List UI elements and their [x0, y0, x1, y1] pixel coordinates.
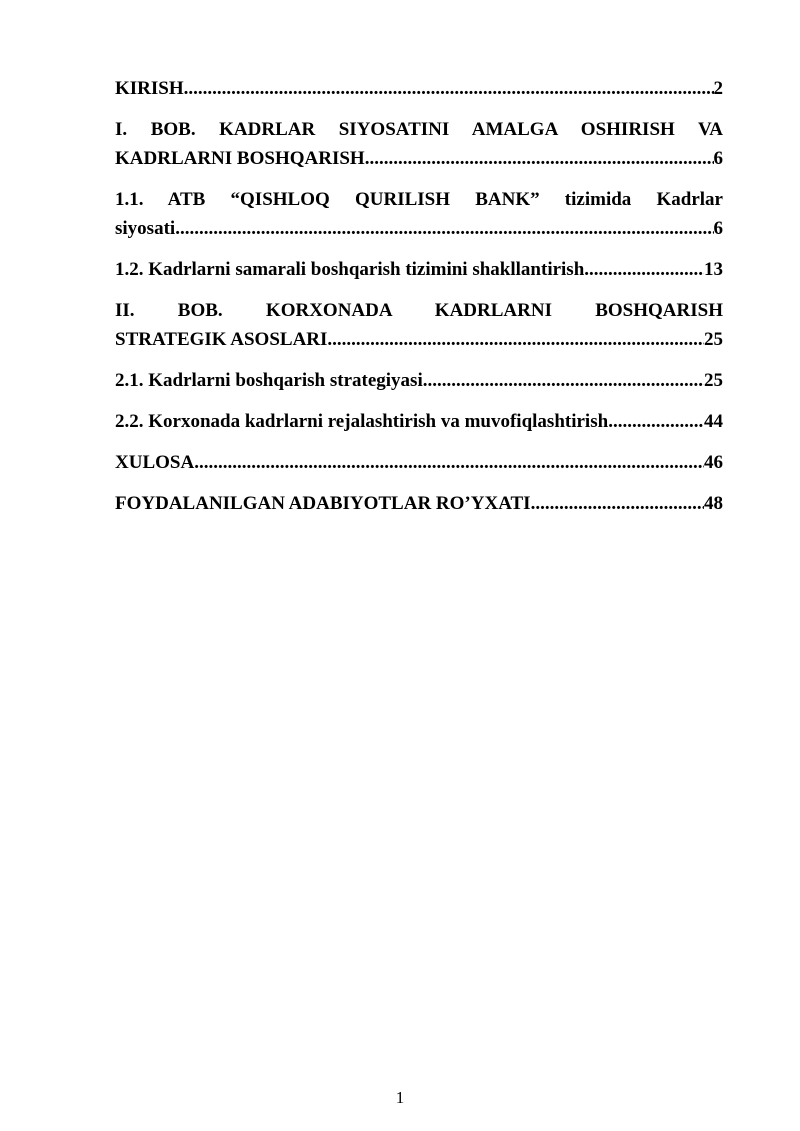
toc-entry-label: STRATEGIK ASOSLARI	[115, 329, 328, 350]
page-number: 1	[395, 1088, 405, 1107]
toc-entry-1-2[interactable]	[115, 255, 723, 284]
toc-entry-label: XULOSA	[115, 452, 195, 473]
toc-entry-page: 13	[704, 259, 723, 280]
table-of-contents	[115, 74, 723, 530]
toc-entry-bob1[interactable]	[115, 115, 723, 173]
toc-entry-kirish[interactable]	[115, 74, 723, 103]
toc-entry-page: 6	[713, 148, 723, 169]
toc-entry-page: 2	[713, 78, 723, 99]
toc-entry-label: 2.1. Kadrlarni boshqarish strategiyasi	[115, 370, 423, 391]
toc-entry-label: KADRLARNI BOSHQARISH	[115, 148, 365, 169]
toc-entry-page: 6	[713, 218, 723, 239]
dot-leader	[175, 214, 713, 243]
toc-entry-xulosa[interactable]	[115, 448, 723, 477]
toc-entry-label: 1.2. Kadrlarni samarali boshqarish tizimini shakllantirish	[115, 259, 585, 280]
toc-entry-title-line: 1.1. ATB “QISHLOQ QURILISH BANK” tizimida Kadrlar	[115, 189, 723, 210]
toc-entry-page: 25	[704, 329, 723, 350]
dot-leader	[608, 407, 704, 436]
toc-entry-2-2[interactable]	[115, 407, 723, 436]
toc-entry-1-1[interactable]	[115, 185, 723, 243]
toc-entry-page: 44	[704, 411, 723, 432]
toc-entry-adabiyotlar[interactable]	[115, 489, 723, 518]
dot-leader	[584, 255, 704, 284]
toc-entry-label: FOYDALANILGAN ADABIYOTLAR RO’YXATI	[115, 493, 531, 514]
dot-leader	[365, 144, 714, 173]
dot-leader	[327, 325, 704, 354]
toc-entry-title-line: I. BOB. KADRLAR SIYOSATINI AMALGA OSHIRISH VA	[115, 119, 723, 140]
toc-entry-2-1[interactable]	[115, 366, 723, 395]
toc-entry-label: 2.2. Korxonada kadrlarni rejalashtirish va muvofiqlashtirish	[115, 411, 609, 432]
toc-entry-bob2[interactable]	[115, 296, 723, 354]
toc-entry-page: 46	[704, 452, 723, 473]
dot-leader	[423, 366, 704, 395]
dot-leader	[531, 489, 704, 518]
toc-entry-label: siyosati	[115, 218, 176, 239]
toc-entry-page: 48	[704, 493, 723, 514]
toc-entry-label: KIRISH	[115, 78, 184, 99]
toc-entry-page: 25	[704, 370, 723, 391]
toc-entry-title-line: II. BOB. KORXONADA KADRLARNI BOSHQARISH	[115, 300, 723, 321]
dot-leader	[194, 448, 704, 477]
dot-leader	[184, 74, 714, 103]
